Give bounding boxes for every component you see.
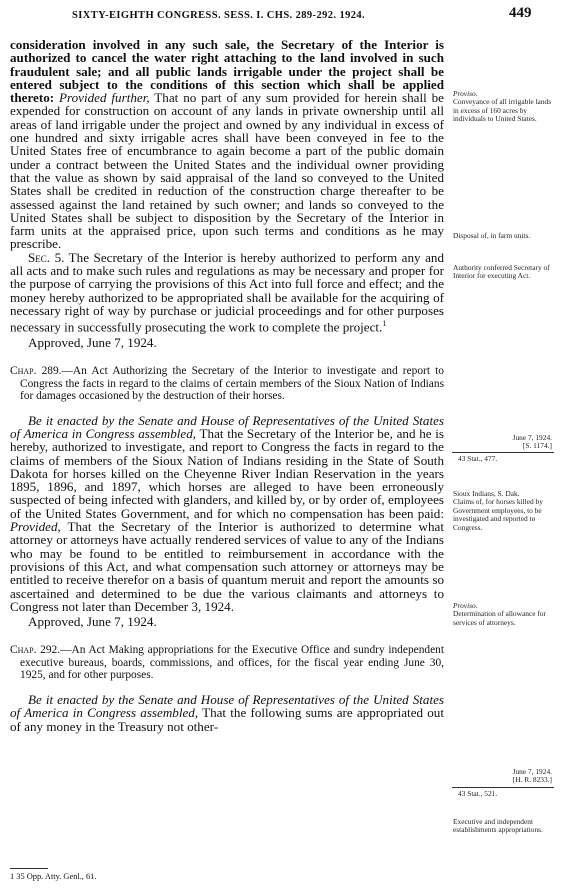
chap-289-stat: 43 Stat., 477. — [458, 454, 498, 463]
margin-proviso2-text: Determination of allowance for services of attorneys. — [453, 609, 546, 627]
footnote-marker: 1 — [382, 319, 387, 329]
chapter-289-proviso-text: That the Secretary of the Interior is authorized to determine what attorney or attorneys have actually rendered services of value to any of the Indians who may be found to be entitled to reimbursement in accordance with the provisions of this Act, and what compensation such attorney or attorneys may be entitled to receive therefor on a basis of quantum meruit and report the amounts so ascertained and determined to be due the various claimants and attorneys to Congress not later than December 3, 1924. — [10, 519, 444, 614]
chapter-292-title: —An Act Making appropriations for the Executive Office and sundry independent executive bureaus, boards, commissions, and offices, for the fiscal year ending June 30, 1925, and for other purposes. — [20, 644, 444, 682]
approved-line-1: Approved, June 7, 1924. — [28, 334, 157, 350]
margin-proviso2-label: Proviso. — [453, 601, 478, 610]
proviso-text: That no part of any sum provided for herein shall be expended for construction on account of any lands in private ownership until all areas of land irrigable under the project and owned by any individual in excess of one hundred and sixty irrigable acres shall have been conveyed in fee to the United States free of encumbrance to again become a part of the public domain under a contract between the United States and the individual owner providing that the value as shown by said appraisal of the land so conveyed to the United States shall be credited in reduction of the construction charge thereafter to be assessed against the land retained by such owner; and lands so conveyed to the United States shall be subject to disposition by the Secretary of the Interior in farm units at the appraised price, upon such terms and conditions as he may prescribe. — [10, 90, 444, 252]
footnote: 1 35 Opp. Atty. Genl., 61. — [10, 872, 97, 881]
chapter-289-label: Chap. 289. — [10, 365, 62, 378]
chap-289-bill: [S. 1174.] — [522, 441, 552, 451]
section-5-text: The Secretary of the Interior is hereby authorized to perform any and all acts and to make such rules and regulations as may be necessary and proper for the purpose of carrying the provisions of this Act into full force and effect; and the money hereby authorized to be appropriated shall be available for the acquiring of necessary right of way by purchase or judicial proceedings and for other purposes necessary in successfully prosecuting the work to complete the project. — [10, 249, 444, 335]
margin-note-sioux — [453, 490, 553, 532]
chap-292-bill: [H. R. 8233.] — [512, 775, 552, 785]
margin-sioux-text: Claims of, for horses killed by Government employees, to be investigated and reported to Congress. — [453, 497, 543, 532]
margin-note-authority: Authority conferred Secretary of Interior for executing Act. — [453, 263, 550, 281]
margin-proviso-label: Proviso. — [453, 89, 478, 98]
chapter-292-text: That the following sums are appropriated out of any money in the Treasury not other- — [10, 705, 444, 734]
margin-date-chap-292 — [452, 768, 552, 785]
chap-289-date: June 7, 1924. — [512, 433, 552, 442]
section-5-label: Sec. 5. — [28, 249, 65, 265]
margin-note-exec: Executive and independent establishments appropriations. — [453, 817, 543, 835]
margin-rule-292 — [452, 787, 554, 788]
footnote-rule — [10, 868, 48, 869]
margin-note-disposal: Disposal of, in farm units. — [453, 231, 531, 240]
margin-note-proviso-1 — [453, 90, 553, 124]
chap-292-stat: 43 Stat., 521. — [458, 789, 498, 798]
page-number: 449 — [509, 5, 532, 21]
enacting-clause-289: Be it enacted by the Senate and House of Representatives of the United States of America in Congress assembled, — [10, 412, 444, 441]
proviso-phrase: Provided further, — [59, 90, 150, 106]
margin-note-proviso-2 — [453, 602, 553, 627]
section-5 — [10, 251, 444, 334]
enacting-clause-292: Be it enacted by the Senate and House of Representatives of the United States of America in Congress assembled, — [10, 691, 444, 721]
margin-sioux-title: Sioux Indians, S. Dak. — [453, 489, 520, 498]
chapter-292-body — [10, 693, 444, 733]
main-text-column — [10, 38, 444, 733]
paragraph-continuation — [10, 38, 444, 251]
chap-292-date: June 7, 1924. — [512, 767, 552, 776]
proviso-phrase-289: Provided, — [10, 519, 61, 535]
running-header — [0, 0, 562, 28]
approved-line-2: Approved, June 7, 1924. — [28, 614, 157, 630]
chapter-292-heading — [10, 644, 444, 682]
margin-date-chap-289 — [452, 434, 552, 451]
running-head: SIXTY-EIGHTH CONGRESS. SESS. I. CHS. 289-292. 1924. — [72, 10, 366, 21]
paragraph-continuation-text: consideration involved in any such sale, the Secretary of the Interior is authorized to cancel the water right attaching to the land involved in such fraudulent sale; and all public lands irrigable under the project shall be entered subject to the conditions of this section which shall be applied thereto: — [10, 37, 444, 106]
chapter-292-label: Chap. 292. — [10, 644, 61, 657]
chapter-289-text: That the Secretary of the Interior be, and he is hereby, authorized to investigate, and report to Congress the facts in regard to the claims of members of the Sioux Nation of Indians residing in the State of South Dakota for horses killed on the Cheyenne River Indian Reservation in the years 1895, 1896, and 1897, which horses are alleged to have been erroneously suspected of being infected with glanders, and killed by, or by order of, employees of the United States Government, and for which no compensation has been paid: — [10, 425, 444, 521]
chapter-289-heading — [10, 365, 444, 403]
chapter-289-body — [10, 414, 444, 613]
margin-rule-289 — [452, 452, 554, 453]
chapter-289-title: —An Act Authorizing the Secretary of the Interior to investigate and report to Congress the facts in regard to the claims of certain members of the Sioux Nation of Indians for damages occasioned by the destruction of their horses. — [20, 365, 444, 403]
margin-proviso-text: Conveyance of all irrigable lands in excess of 160 acres by individuals to United States. — [453, 97, 552, 124]
